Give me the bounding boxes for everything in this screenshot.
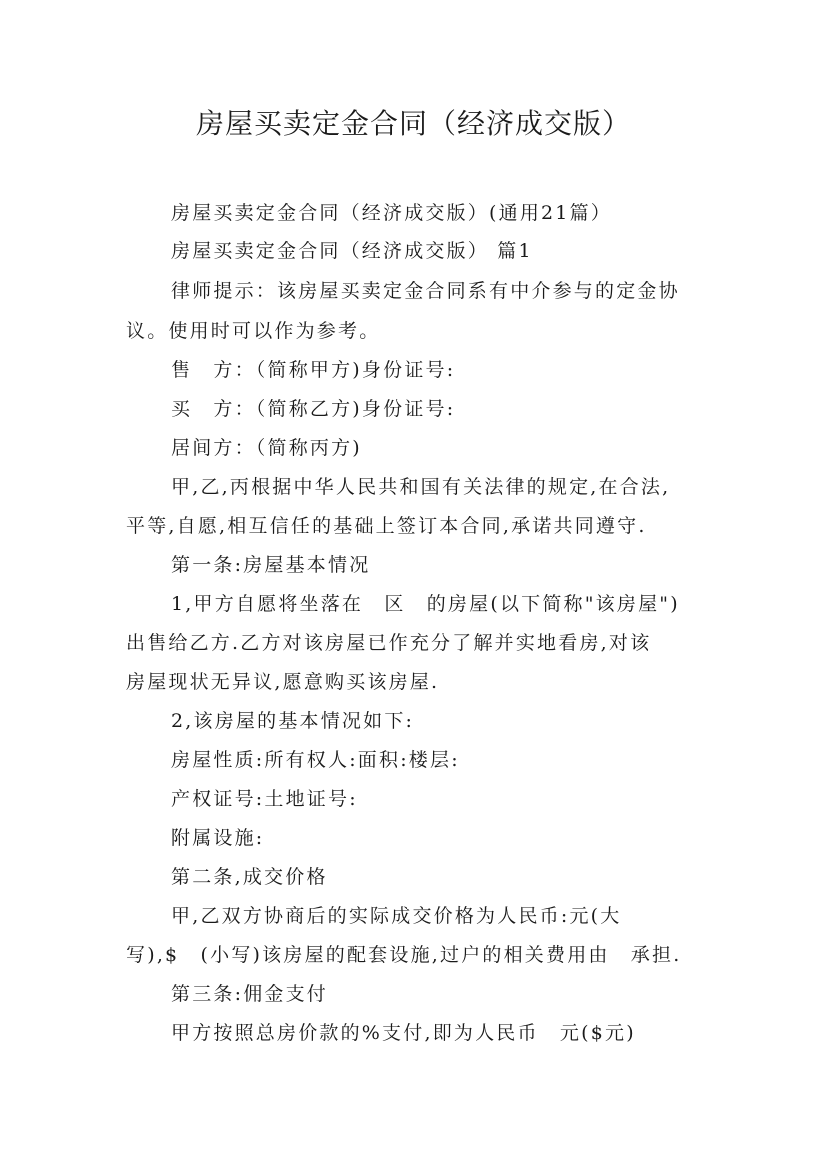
price-clause-continuation: 写),$ (小写)该房屋的配套设施,过户的相关费用由 承担. [126, 944, 682, 966]
article-one-clause-1: 1,甲方自愿将坐落在 区 的房屋(以下简称"该房屋") [171, 593, 680, 615]
seller-line: 售 方：（简称甲方)身份证号: [171, 359, 456, 381]
article-one-clause-2: 2,该房屋的基本情况如下: [171, 710, 415, 732]
buyer-line: 买 方：（简称乙方)身份证号: [171, 398, 456, 420]
article-one-clause-1-continuation: 出售给乙方.乙方对该房屋已作充分了解并实地看房,对该 [126, 632, 652, 654]
preamble-continuation: 平等,自愿,相互信任的基础上签订本合同,承诺共同遵守. [126, 515, 647, 537]
certificate-number-line: 产权证号:土地证号: [171, 788, 358, 810]
price-clause-line: 甲,乙双方协商后的实际成交价格为人民币:元(大 [171, 905, 622, 927]
intermediary-line: 居间方：（简称丙方) [171, 437, 362, 459]
property-nature-line: 房屋性质:所有权人:面积:楼层: [171, 749, 460, 771]
preamble-line: 甲,乙,丙根据中华人民共和国有关法律的规定,在合法, [171, 476, 671, 498]
article-three-heading: 第三条:佣金支付 [171, 983, 329, 1005]
commission-clause-line: 甲方按照总房价款的%支付,即为人民币 元($元) [171, 1022, 636, 1044]
article-two-heading: 第二条,成交价格 [171, 866, 328, 888]
section-heading-line: 房屋买卖定金合同（经济成交版） 篇1 [171, 240, 533, 262]
subtitle-line: 房屋买卖定金合同（经济成交版）(通用21篇） [171, 202, 612, 224]
article-one-heading: 第一条:房屋基本情况 [171, 554, 371, 576]
lawyer-tip-line: 律师提示：该房屋买卖定金合同系有中介参与的定金协 [171, 280, 680, 302]
lawyer-tip-continuation: 议。使用时可以作为参考。 [126, 320, 381, 342]
document-title: 房屋买卖定金合同（经济成交版） [195, 107, 631, 140]
facilities-line: 附属设施: [171, 827, 265, 849]
article-one-clause-1-continuation-2: 房屋现状无异议,愿意购买该房屋. [126, 671, 440, 693]
